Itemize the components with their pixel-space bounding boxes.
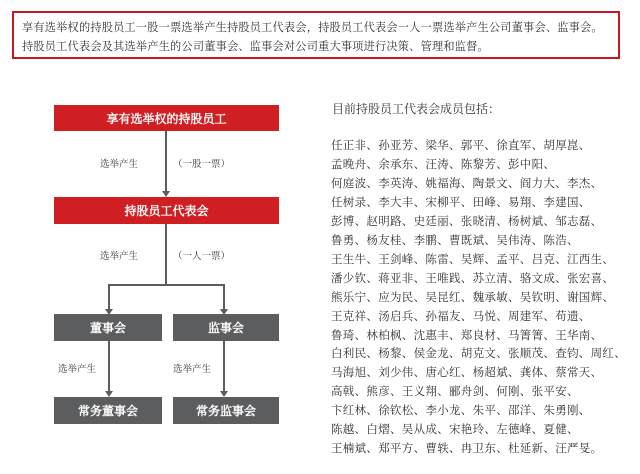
member-line: 熊乐宁、应为民、吴昆红、魏承敏、吴钦明、谢国辉、: [331, 289, 615, 304]
member-line: 马海旭、刘少伟、唐心红、杨超斌、龚体、蔡常天、: [331, 365, 603, 380]
member-line: 任树录、李大丰、宋柳平、田峰、易翔、李建国、: [331, 194, 591, 209]
branch-line: [108, 284, 225, 286]
representative-commission-box: 持股员工代表会: [54, 197, 279, 224]
vote-rule-1: （一股一票）: [173, 159, 231, 170]
notice-line-2: 持股员工代表会及其选举产生的公司董事会、监事会对公司重大事项进行决策、管理和监督。: [22, 40, 489, 53]
connector-3: [108, 341, 110, 392]
member-line: 王楠斌、郑平方、曹轶、冉卫东、杜延新、汪严旻。: [331, 441, 603, 456]
eligible-employees-box: 享有选举权的持股员工: [54, 105, 279, 131]
member-line: 任正非、孙亚芳、梁华、郭平、徐直军、胡厚崑、: [331, 138, 591, 152]
member-line: 孟晚舟、余承东、汪涛、陈黎芳、彭中阳、: [331, 156, 556, 171]
board-of-directors-box: 董事会: [54, 314, 162, 341]
branch-right: [223, 284, 225, 311]
member-line: 白利民、杨黎、侯金龙、胡克文、张顺茂、查钧、周红、: [331, 346, 626, 361]
members-title: 目前持股员工代表会成员包括：: [332, 102, 501, 116]
member-line: 王生牛、王剑峰、陈雷、吴辉、孟平、吕克、江西生、: [331, 251, 615, 266]
elect-label-4: 选举产生: [173, 364, 212, 375]
member-line: 陈越、白熠、吴从成、宋艳玲、左德峰、夏健、: [331, 422, 579, 437]
notice-line-1: 享有选举权的持股员工一股一票选举产生持股员工代表会，持股员工代表会一人一票选举产生公司董事会、监事会。: [22, 21, 603, 34]
member-line: 高戟、熊彦、王义翔、郦舟剑、何刚、张平安、: [331, 384, 579, 399]
branch-left: [108, 284, 110, 311]
elect-label-2: 选举产生: [100, 251, 139, 262]
member-line: 鲁勇、杨友桂、李鹏、曹既斌、吴伟涛、陈浩、: [331, 232, 579, 247]
connector-1: [165, 131, 167, 192]
member-line: 彭博、赵明路、史廷丽、张晓清、杨树斌、邹志磊、: [331, 213, 603, 228]
member-line: 卞红林、徐钦松、李小龙、朱平、邵洋、朱勇刚、: [331, 403, 591, 418]
vote-rule-2: （一人一票）: [173, 251, 231, 262]
connector-2: [165, 224, 167, 284]
members-list: [331, 136, 631, 458]
supervisory-board-box: 监事会: [173, 314, 279, 341]
member-line: 王克祥、汤启兵、孙福友、马悦、周建军、苟遗、: [331, 308, 591, 323]
executive-board-box: 常务董事会: [54, 397, 162, 424]
connector-4: [223, 341, 225, 392]
elect-label-3: 选举产生: [58, 364, 97, 375]
member-line: 鲁琦、林柏枫、沈惠丰、郑良材、马箐箐、王华南、: [331, 327, 603, 342]
member-line: 何庭波、李英涛、姚福海、陶景文、阎力大、李杰、: [331, 175, 603, 190]
notice-box: [12, 11, 620, 59]
executive-supervisory-board-box: 常务监事会: [173, 397, 279, 424]
elect-label-1: 选举产生: [100, 159, 139, 170]
member-line: 潘少钦、蒋亚非、王唯践、苏立清、骆文成、张宏喜、: [331, 270, 615, 285]
